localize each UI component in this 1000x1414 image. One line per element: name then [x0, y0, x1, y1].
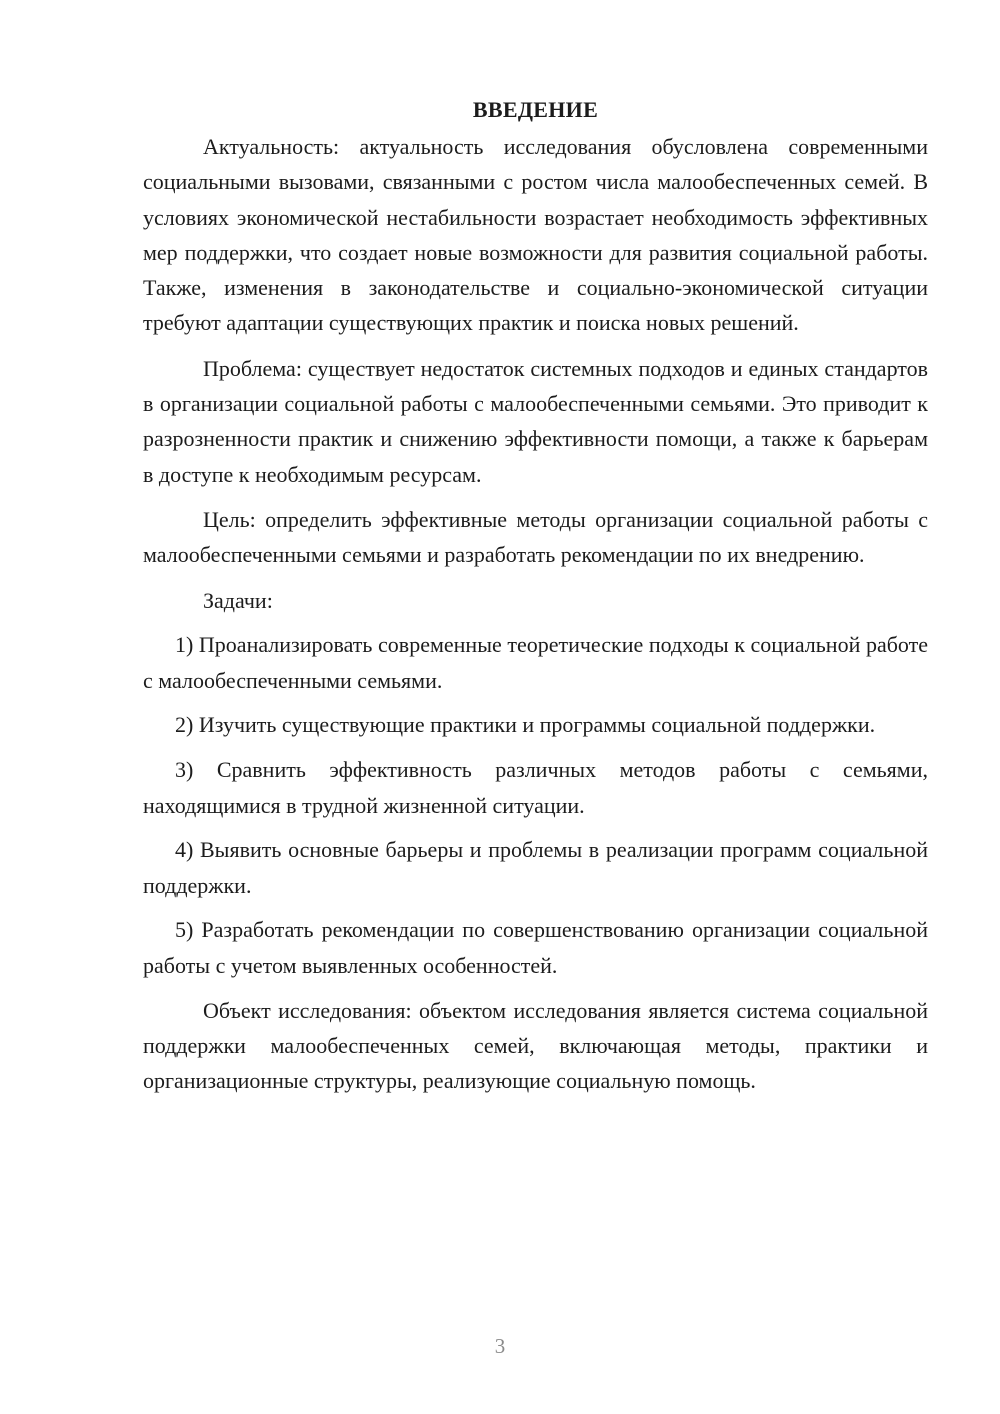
- task-item-3: 3) Сравнить эффективность различных методов работы с семьями, находящимися в трудной жизненной ситуации.: [143, 757, 928, 818]
- goal-paragraph: Цель: определить эффективные методы организации социальной работы с малообеспеченными семьями и разработать рекомендации по их внедрению.: [143, 506, 928, 568]
- task-item-5: 5) Разработать рекомендации по совершенствованию организации социальной работы с учетом выявленных особенностей.: [143, 917, 928, 978]
- tasks-heading: Задачи:: [203, 587, 273, 613]
- task-item-2: 2) Изучить существующие практики и программы социальной поддержки.: [175, 712, 876, 738]
- page-number: 3: [494, 1334, 506, 1358]
- problem-paragraph: Проблема: существует недостаток системных подходов и единых стандартов в организации социальной работы с малообеспеченными семьями. Это приводит к разрозненности практик и снижению эффективности помощи, а также к барьерам в доступе к необходимым ресурсам.: [143, 355, 928, 487]
- page-content: [143, 92, 928, 1098]
- section-title: ВВЕДЕНИЕ: [472, 97, 599, 122]
- task-item-1: 1) Проанализировать современные теоретические подходы к социальной работе с малообеспеченными семьями.: [143, 632, 928, 693]
- task-item-4: 4) Выявить основные барьеры и проблемы в реализации программ социальной поддержки.: [143, 837, 928, 898]
- relevance-paragraph: Актуальность: актуальность исследования обусловлена современными социальными вызовами, связанными с ростом числа малообеспеченных семей. В условиях экономической нестабильности возрастает необходимость эффективных мер поддержки, что создает новые возможности для развития социальной работы. Также, изменения в законодательстве и социально-экономической ситуации требуют адаптации существующих практик и поиска новых решений.: [143, 134, 928, 336]
- object-paragraph: Объект исследования: объектом исследования является система социальной поддержки малообеспеченных семей, включающая методы, практики и организационные структуры, реализующие социальную помощь.: [143, 997, 928, 1094]
